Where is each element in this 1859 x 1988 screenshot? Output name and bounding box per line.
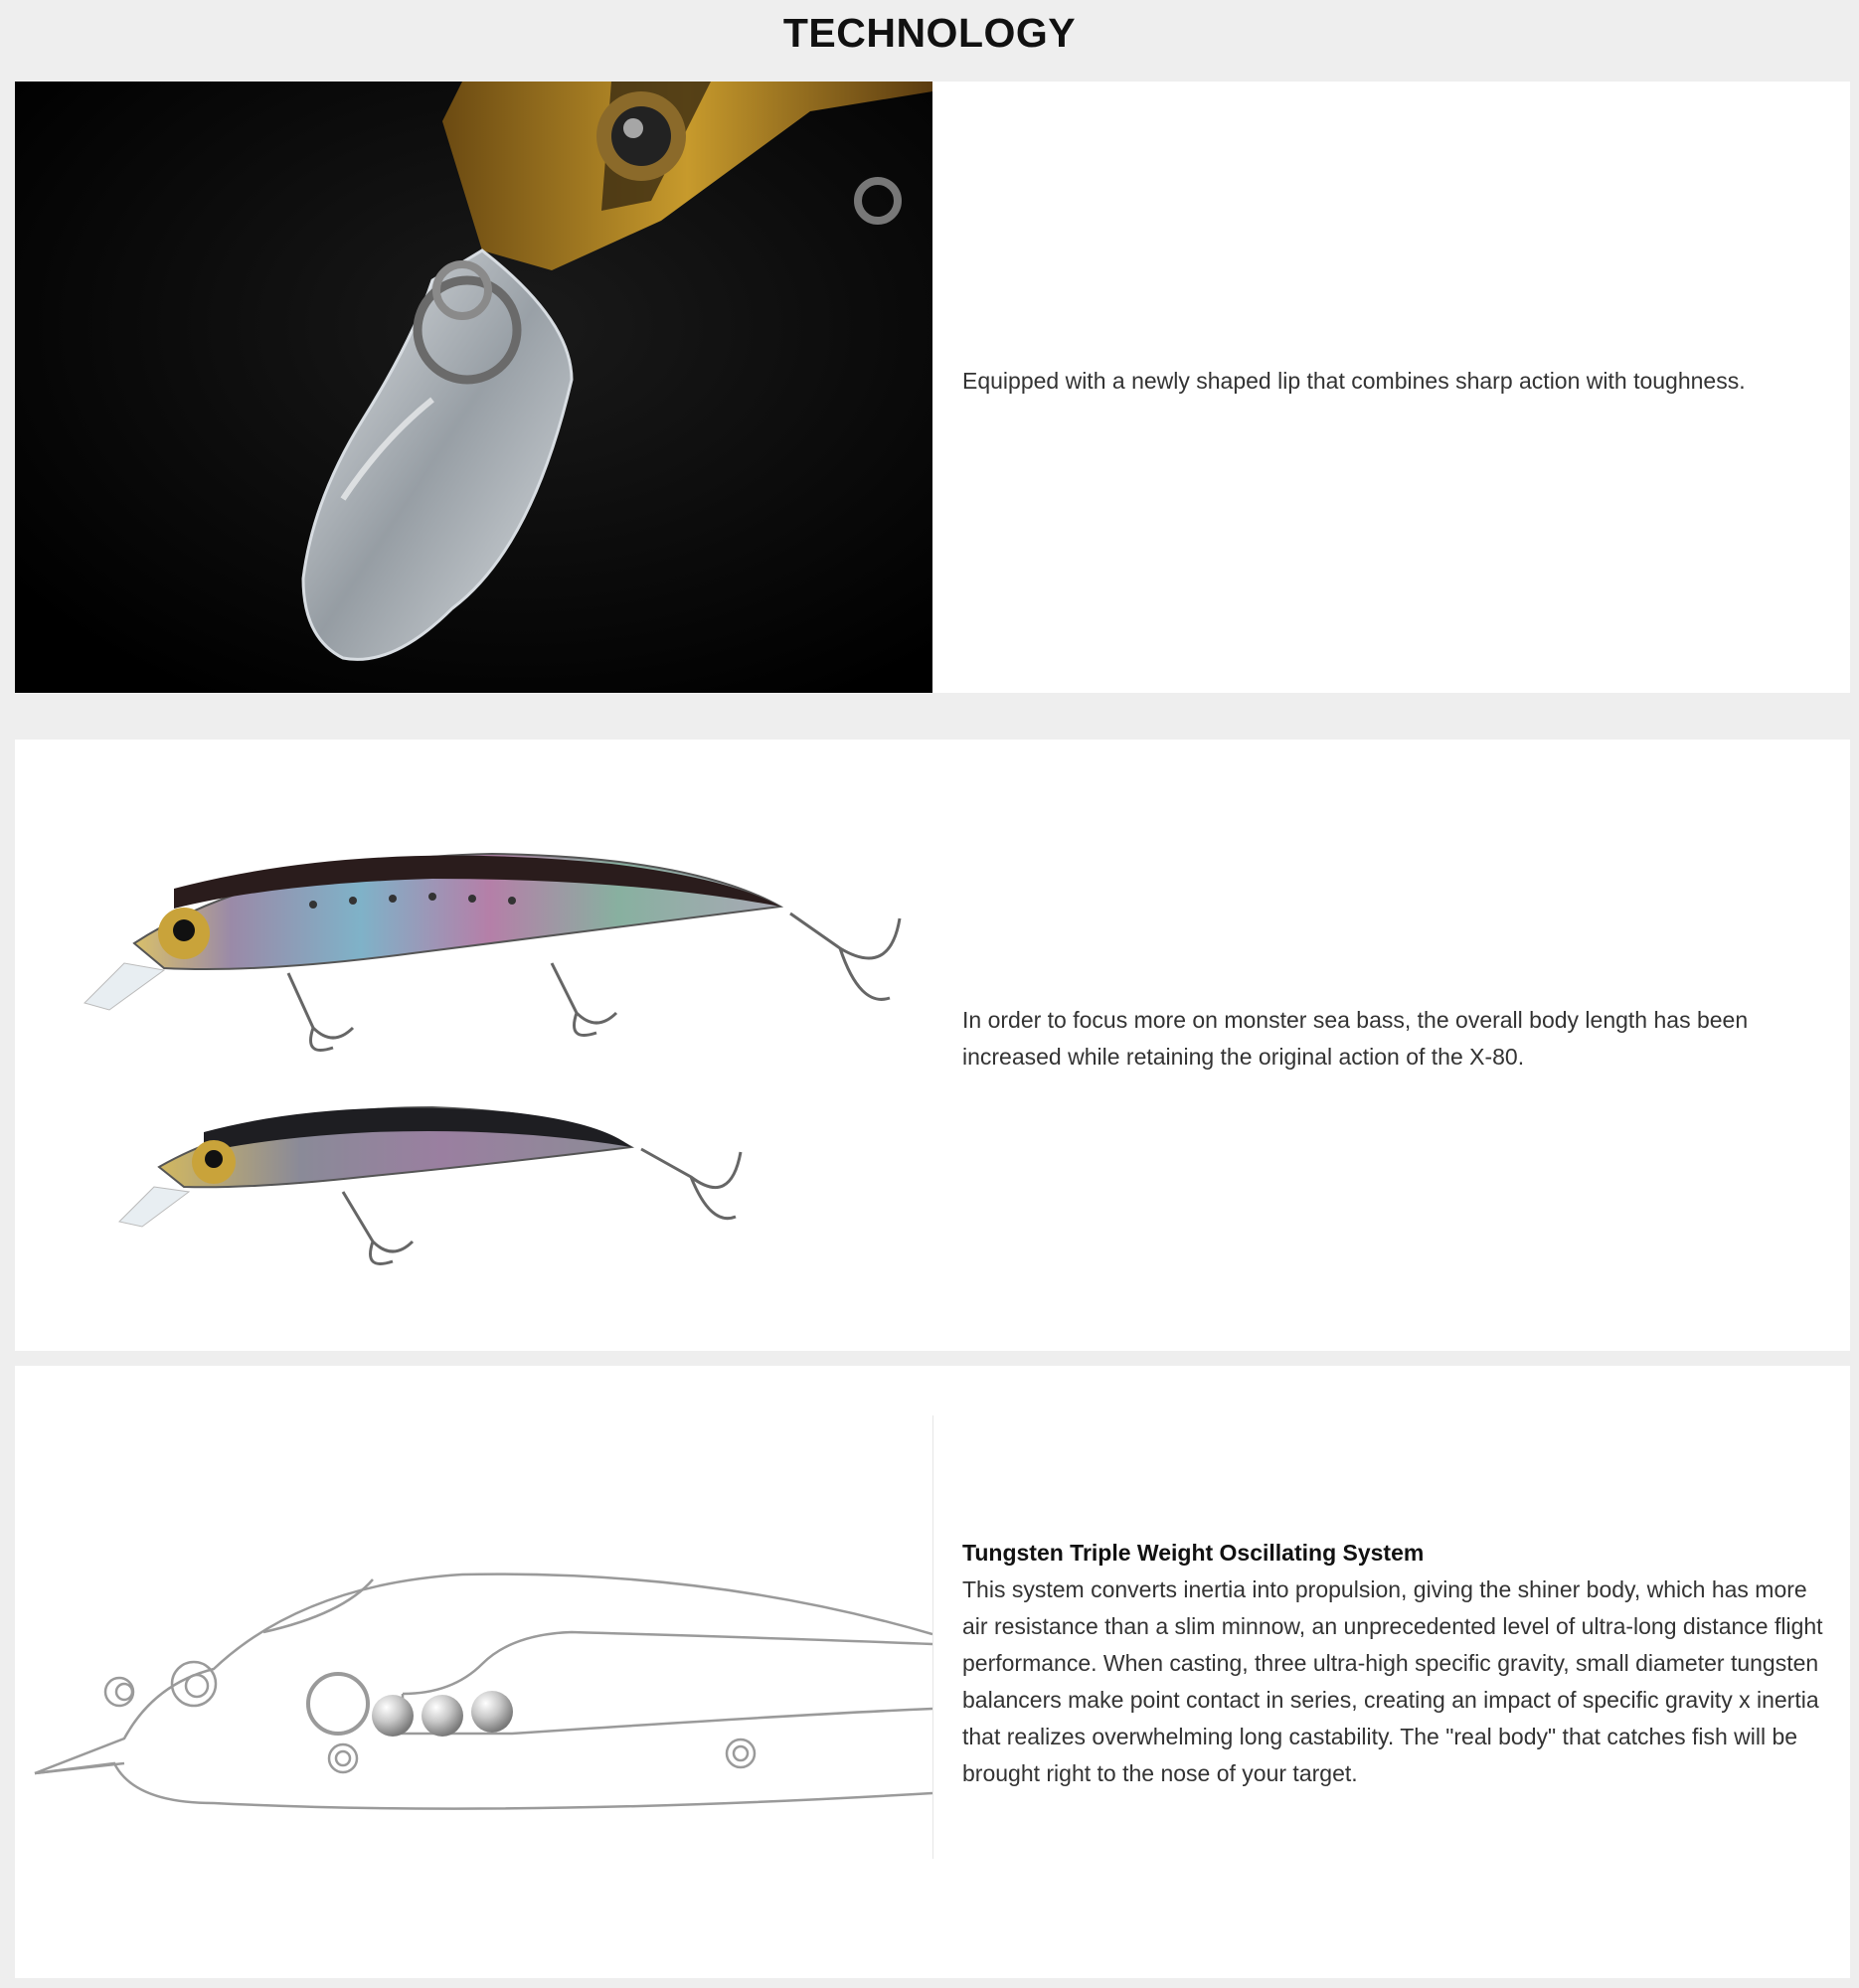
section-3-content bbox=[962, 1535, 1827, 1792]
section-divider bbox=[932, 1415, 933, 1859]
lure-comparison-photo bbox=[15, 740, 932, 1351]
tech-section-weight-system bbox=[15, 1366, 1850, 1978]
tech-section-lip bbox=[15, 82, 1850, 693]
section-3-text: This system converts inertia into propulsion, giving the shiner body, which has more air resistance than a slim minnow, an unprecedented level of ultra-long distance flight performance. When casting, three ultra-high specific gravity, small diameter tungsten balancers make point contact in series, creating an impact of specific gravity x inertia that realizes overwhelming long castability. The "real body" that catches fish will be brought right to the nose of your target. bbox=[962, 1576, 1823, 1786]
page-title: TECHNOLOGY bbox=[782, 10, 1077, 56]
tech-section-body-length bbox=[15, 740, 1850, 1351]
section-2-text: In order to focus more on monster sea bass, the overall body length has been increased while retaining the original action of the X-80. bbox=[962, 1007, 1749, 1070]
lure-lip-photo bbox=[15, 82, 932, 693]
weight-system-diagram bbox=[15, 1366, 932, 1978]
section-1-text: Equipped with a newly shaped lip that combines sharp action with toughness. bbox=[962, 368, 1746, 394]
section-3-heading: Tungsten Triple Weight Oscillating System bbox=[962, 1540, 1425, 1566]
